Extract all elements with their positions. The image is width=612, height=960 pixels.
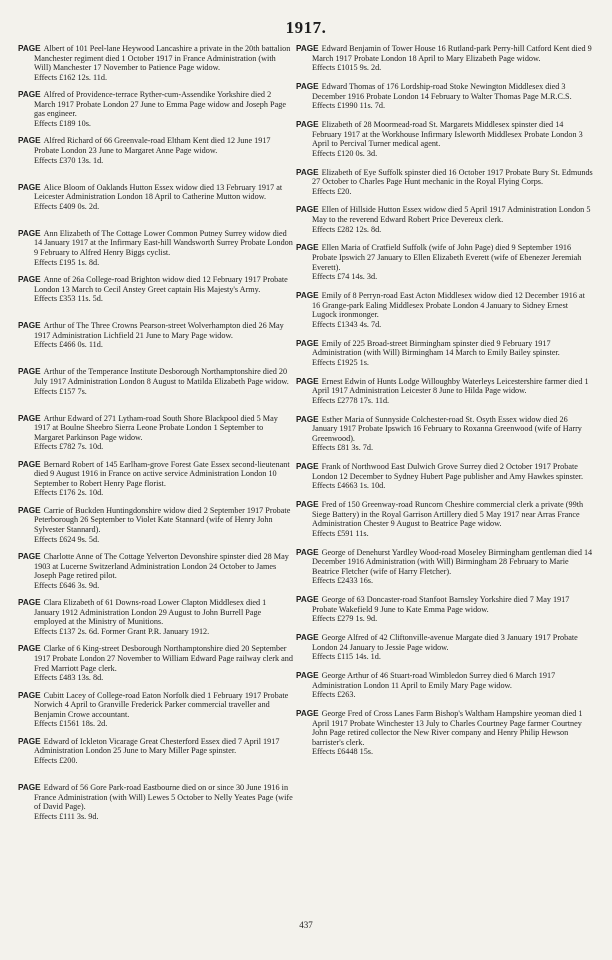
entry-text: Clarke of 6 King-street Desborough Northamptonshire died 20 September 1917 Probate London 27 November to William Edward Page railway clerk and Fred Marriott Page clerk. xyxy=(34,644,293,673)
entry-effects: Effects £263. xyxy=(312,690,356,700)
entry-text: George of Denehurst Yardley Wood-road Moseley Birmingham gentleman died 14 December 1916 Administration (with Will) Birmingham 28 February to Marie Beatrice Fletcher (wife of Harry Fletcher). xyxy=(312,547,593,576)
register-entry xyxy=(18,44,293,86)
entry-effects: Effects £81 3s. 7d. xyxy=(312,443,374,453)
register-entry xyxy=(296,671,594,700)
entry-effects: Effects £591 11s. xyxy=(312,528,369,538)
entry-effects: Effects £646 3s. 9d. xyxy=(34,580,100,590)
entry-surname: PAGE xyxy=(18,598,41,608)
entry-surname: PAGE xyxy=(18,690,41,700)
entry-surname: PAGE xyxy=(18,736,41,746)
entry-effects: Effects £111 3s. 9d. xyxy=(34,811,99,821)
register-entry xyxy=(18,691,293,733)
register-entry xyxy=(296,243,594,281)
register-entry xyxy=(296,291,594,329)
entry-effects: Effects £20. xyxy=(312,186,352,196)
entry-surname: PAGE xyxy=(296,119,319,129)
register-entry xyxy=(296,44,594,73)
entry-surname: PAGE xyxy=(296,414,319,424)
right-column xyxy=(296,44,594,766)
register-entry xyxy=(18,737,293,779)
register-entry xyxy=(18,783,293,825)
entry-surname: PAGE xyxy=(18,274,41,284)
entry-surname: PAGE xyxy=(18,505,41,515)
entry-surname: PAGE xyxy=(296,633,319,643)
entry-text: Frank of Northwood East Dulwich Grove Surrey died 2 October 1917 Probate London 12 December to Sydney Hubert Page publisher and Amy Hawkes spinster. xyxy=(312,462,584,481)
entry-effects: Effects £176 2s. 10d. xyxy=(34,488,104,498)
entry-surname: PAGE xyxy=(18,228,41,238)
entry-text: Arthur Edward of 271 Lytham-road South Shore Blackpool died 5 May 1917 at Boulne Sheebro Sierra Leone Probate London 1 September to Margaret Parkinson Page widow. xyxy=(34,413,278,442)
register-entry xyxy=(296,500,594,538)
entry-text: Ellen Maria of Cratfield Suffolk (wife of John Page) died 9 September 1916 Probate Ipswich 27 January to Ellen Elizabeth Everett (wife of Ebenezer Jeremiah Everett). xyxy=(312,243,582,272)
register-entry xyxy=(18,644,293,686)
entry-text: Ernest Edwin of Hunts Lodge Willoughby Waterleys Leicestershire farmer died 1 April 1917 Administration Leicester 8 June to Hilda Page widow. xyxy=(312,376,589,396)
entry-effects: Effects £370 13s. 1d. xyxy=(34,155,104,165)
register-entry xyxy=(296,595,594,624)
entry-surname: PAGE xyxy=(18,552,41,562)
register-entry xyxy=(296,462,594,491)
entry-surname: PAGE xyxy=(296,500,319,510)
entry-text: George of 63 Doncaster-road Stanfoot Barnsley Yorkshire died 7 May 1917 Probate Wakefield 9 June to Kate Emma Page widow. xyxy=(312,595,570,614)
page-year-heading: 1917. xyxy=(285,18,327,37)
entry-text: Alice Bloom of Oaklands Hutton Essex widow died 13 February 1917 at Leicester Administration London 18 April to Catherine Mutton widow. xyxy=(34,182,283,202)
entry-text: Ellen of Hillside Hutton Essex widow died 5 April 1917 Administration London 5 May to the reverend Edward Robert Price Devereux clerk. xyxy=(312,205,591,225)
entry-effects: Effects £6448 15s. xyxy=(312,747,374,757)
entry-effects: Effects £1925 1s. xyxy=(312,357,369,367)
register-entry xyxy=(18,506,293,548)
entry-surname: PAGE xyxy=(18,459,41,469)
entry-surname: PAGE xyxy=(18,413,41,423)
entry-effects: Effects £120 0s. 3d. xyxy=(312,148,378,158)
entry-text: Charlotte Anne of The Cottage Yelverton Devonshire spinster died 28 May 1903 at Lucerne Switzerland Administration London 24 October to James Joseph Page retired pilot. xyxy=(34,552,289,581)
entry-surname: PAGE xyxy=(18,783,41,792)
entry-surname: PAGE xyxy=(296,167,319,177)
entry-text: Elizabeth of Eye Suffolk spinster died 16 October 1917 Probate Bury St. Edmunds 27 October to Charles Page Hunt mechanic in the Royal Flying Corps. xyxy=(312,167,593,187)
register-entry xyxy=(18,183,293,225)
entry-text: Alfred Richard of 66 Greenvale-road Eltham Kent died 12 June 1917 Probate London 23 June to Margaret Anne Page widow. xyxy=(34,136,271,155)
entry-text: Edward Benjamin of Tower House 16 Rutland-park Perry-hill Catford Kent died 9 March 1917 Probate London 18 April to Mary Elizabeth Page widow. xyxy=(312,44,592,63)
entry-text: Edward of Ickleton Vicarage Great Chesterford Essex died 7 April 1917 Administration London 25 June to Mary Miller Page spinster. xyxy=(34,736,280,756)
entry-effects: Effects £200. xyxy=(34,756,78,765)
entry-effects: Effects £279 1s. 9d. xyxy=(312,614,378,624)
entry-text: Esther Maria of Sunnyside Colchester-road St. Osyth Essex widow died 26 January 1917 Probate Ipswich 16 February to Roxanna Greenwood (wife of Harry Greenwood). xyxy=(312,414,582,443)
entry-surname: PAGE xyxy=(296,81,319,91)
entry-effects: Effects £353 11s. 5d. xyxy=(34,294,103,304)
entry-text: Ann Elizabeth of The Cottage Lower Common Putney Surrey widow died 14 January 1917 at the Infirmary East-hill Wandsworth Surrey Probate London 9 February to Alfred Henry Biggs cyclist. xyxy=(34,228,293,257)
left-column xyxy=(18,44,293,829)
entry-text: Alfred of Providence-terrace Ryther-cum-Assendike Yorkshire died 2 March 1917 Probate London 27 June to Emma Page widow and Joseph Page gas engineer. xyxy=(34,90,286,119)
register-entry xyxy=(18,598,293,640)
entry-surname: PAGE xyxy=(18,44,41,53)
entry-effects: Effects £157 7s. xyxy=(34,386,87,396)
register-entry xyxy=(296,415,594,453)
register-entry xyxy=(296,120,594,158)
entry-text: Emily of 225 Broad-street Birmingham spinster died 9 February 1917 Administration (with Will) Birmingham 14 March to Emily Bailey spinster. xyxy=(312,338,560,358)
register-entry xyxy=(18,460,293,502)
entry-text: George Alfred of 42 Cliftonville-avenue Margate died 3 January 1917 Probate London 24 January to Jessie Page widow. xyxy=(312,633,578,652)
entry-text: Cubitt Lacey of College-road Eaton Norfolk died 1 February 1917 Probate Norwich 4 April to Granville Frederick Parker commercial traveller and Benjamin Crowe accountant. xyxy=(34,690,289,719)
register-entry xyxy=(296,377,594,406)
register-entry xyxy=(18,552,293,594)
register-entry xyxy=(18,229,293,271)
entry-effects: Effects £189 10s. xyxy=(34,118,91,128)
register-entry xyxy=(18,90,293,132)
entry-surname: PAGE xyxy=(296,243,319,253)
entry-effects: Effects £2433 16s. xyxy=(312,576,374,586)
entry-text: Carrie of Buckden Huntingdonshire widow died 2 September 1917 Probate Peterborough 26 September to Violet Kate Stannard (wife of Henry John Sylvester Stannard). xyxy=(34,505,291,535)
register-entry xyxy=(296,82,594,111)
register-entry xyxy=(296,168,594,197)
entry-text: George Fred of Cross Lanes Farm Bishop's Waltham Hampshire yeoman died 1 April 1917 Probate Winchester 13 July to Charles Courtney Page farmer Courtney John Page retired collector the New River company and Henry Philip Hewson barrister's clerk. xyxy=(312,709,583,747)
entry-text: Anne of 26a College-road Brighton widow died 12 February 1917 Probate London 13 March to Cecil Anstey Greet captain His Majesty's Army. xyxy=(34,274,288,294)
entry-text: Bernard Robert of 145 Earlham-grove Forest Gate Essex second-lieutenant died 9 August 1916 in France on active service Administration London 10 September to Robert Henry Page florist. xyxy=(34,459,290,488)
entry-effects: Effects £624 9s. 5d. xyxy=(34,534,100,544)
entry-surname: PAGE xyxy=(18,90,41,100)
register-entry xyxy=(18,275,293,317)
entry-effects: Effects £782 7s. 10d. xyxy=(34,442,104,452)
entry-surname: PAGE xyxy=(18,321,41,331)
entry-effects: Effects £195 1s. 8d. xyxy=(34,257,100,267)
entry-effects: Effects £1990 11s. 7d. xyxy=(312,101,385,111)
entry-text: Elizabeth of 28 Moormead-road St. Margarets Middlesex spinster died 14 February 1917 at the Workhouse Infirmary Isleworth Middlesex Probate London 3 April to Percival Turner medical agent. xyxy=(312,119,583,149)
entry-surname: PAGE xyxy=(296,671,319,681)
entry-effects: Effects £4663 1s. 10d. xyxy=(312,481,386,491)
entry-text: Edward of 56 Gore Park-road Eastbourne died on or since 30 June 1916 in France Administration (with Will) Lewes 5 October to Nelly Yeates Page (wife of David Page). xyxy=(34,783,293,812)
entry-text: Arthur of the Temperance Institute Desborough Northamptonshire died 20 July 1917 Administration London 8 August to Matilda Elizabeth Page widow. xyxy=(34,367,289,386)
entry-surname: PAGE xyxy=(296,709,319,719)
register-entry xyxy=(296,339,594,368)
entry-effects: Effects £282 12s. 8d. xyxy=(312,224,382,234)
register-entry xyxy=(296,633,594,662)
entry-effects: Effects £137 2s. 6d. Former Grant P.R. January 1912. xyxy=(34,627,210,637)
entry-surname: PAGE xyxy=(296,205,319,215)
entry-effects: Effects £74 14s. 3d. xyxy=(312,272,378,282)
entry-surname: PAGE xyxy=(18,136,41,146)
entry-effects: Effects £483 13s. 8d. xyxy=(34,673,104,683)
entry-text: George Arthur of 46 Stuart-road Wimbledon Surrey died 6 March 1917 Administration London 11 April to Emily Mary Page widow. xyxy=(312,671,556,690)
entry-effects: Effects £2778 17s. 11d. xyxy=(312,395,390,405)
register-entry xyxy=(296,548,594,586)
entry-effects: Effects £409 0s. 2d. xyxy=(34,201,100,211)
entry-surname: PAGE xyxy=(296,338,319,348)
entry-surname: PAGE xyxy=(18,367,41,377)
entry-text: Clara Elizabeth of 61 Downs-road Lower Clapton Middlesex died 1 January 1912 Administration London 29 August to John Burrell Page employed at the Ministry of Munitions. xyxy=(34,598,267,627)
entry-effects: Effects £162 12s. 11d. xyxy=(34,72,107,82)
entry-surname: PAGE xyxy=(296,44,319,53)
entry-text: Arthur of The Three Crowns Pearson-street Wolverhampton died 26 May 1917 Administration Lichfield 21 June to Mary Page widow. xyxy=(34,321,284,340)
page-number: 437 xyxy=(299,920,313,930)
entry-surname: PAGE xyxy=(296,547,319,557)
register-entry xyxy=(296,709,594,757)
entry-surname: PAGE xyxy=(18,182,41,192)
entry-effects: Effects £1343 4s. 7d. xyxy=(312,319,382,329)
entry-effects: Effects £115 14s. 1d. xyxy=(312,652,381,662)
register-entry xyxy=(18,136,293,178)
entry-surname: PAGE xyxy=(18,644,41,654)
entry-surname: PAGE xyxy=(296,376,319,386)
entry-surname: PAGE xyxy=(296,462,319,472)
entry-text: Emily of 8 Perryn-road East Acton Middlesex widow died 12 December 1916 at 16 Grange-park Ealing Middlesex Probate London 4 January to Sidney Ernest Lugock ironmonger. xyxy=(312,291,585,320)
entry-effects: Effects £1561 18s. 2d. xyxy=(34,719,108,729)
entry-text: Albert of 101 Peel-lane Heywood Lancashire a private in the 20th battalion Manchester regiment died 1 October 1917 in France Administration (with Will) Manchester 17 November to Patience Page widow. xyxy=(34,44,291,73)
register-entry xyxy=(18,414,293,456)
register-entry xyxy=(18,367,293,409)
register-entry xyxy=(296,205,594,234)
entry-surname: PAGE xyxy=(296,291,319,300)
entry-text: Fred of 150 Greenway-road Runcorn Cheshire commercial clerk a private (99th Siege Battery) in the Royal Garrison Artillery died 5 May 1917 near Arras France Administration Chester 9 August to Beatrice Page widow. xyxy=(312,500,584,529)
entry-effects: Effects £466 0s. 11d. xyxy=(34,340,103,350)
entry-surname: PAGE xyxy=(296,595,319,605)
entry-effects: Effects £1015 9s. 2d. xyxy=(312,63,382,73)
register-entry xyxy=(18,321,293,363)
entry-text: Edward Thomas of 176 Lordship-road Stoke Newington Middlesex died 3 December 1916 Probate London 14 February to Walter Thomas Page M.R.C.S. xyxy=(312,81,572,101)
